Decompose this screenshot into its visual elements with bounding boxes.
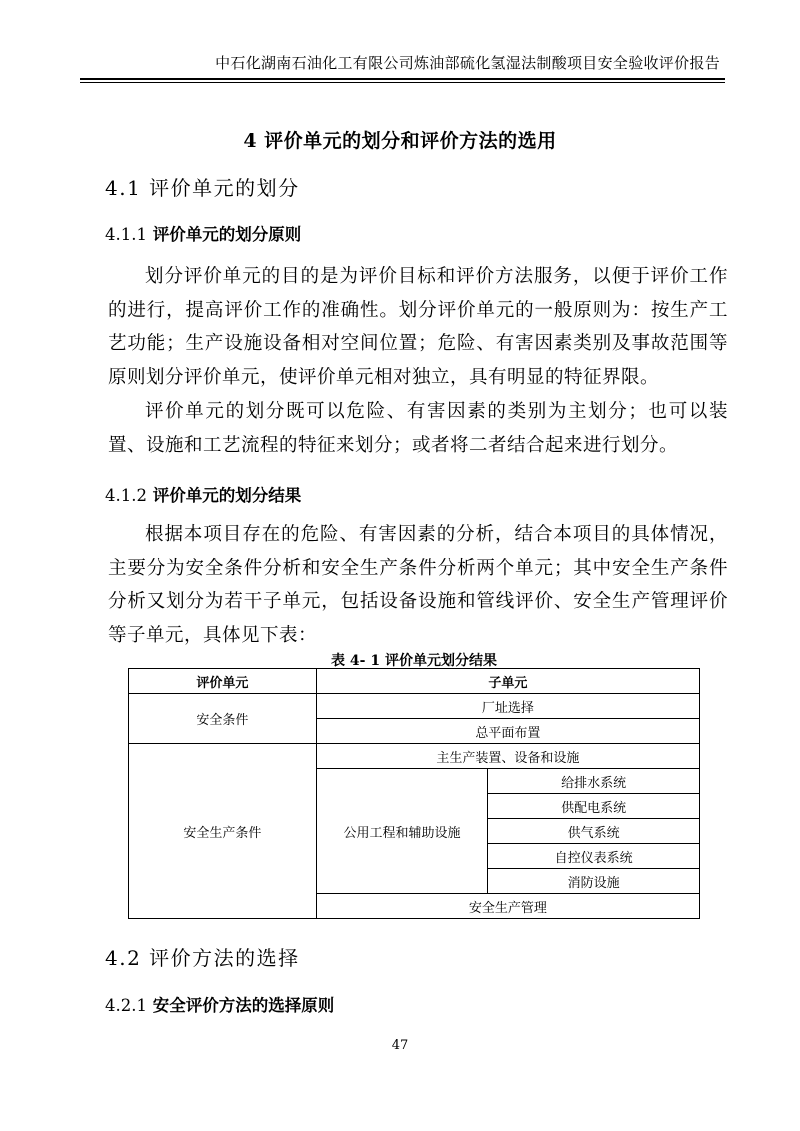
unit-cell-safety-conditions: 安全条件 bbox=[129, 694, 317, 744]
subunit-cell: 给排水系统 bbox=[488, 769, 700, 794]
evaluation-units-table bbox=[128, 668, 700, 919]
paragraph-principles-1: 划分评价单元的目的是为评价目标和评价方法服务，以便于评价工作的进行，提高评价工作的准确性。划分评价单元的一般原则为：按生产工艺功能；生产设施设备相对空间位置；危险、有害因素类别及事故范围等原则划分评价单元，使评价单元相对独立，具有明显的特征界限。 bbox=[108, 266, 728, 388]
subunit-cell: 安全生产管理 bbox=[316, 894, 699, 919]
table-caption: 表 4- 1 评价单元划分结果 bbox=[331, 653, 497, 669]
header-cell-unit: 评价单元 bbox=[129, 669, 317, 694]
header-rule-thick bbox=[80, 78, 725, 80]
running-header: 中石化湖南石油化工有限公司炼油部硫化氢湿法制酸项目安全验收评价报告 bbox=[215, 54, 720, 72]
subunit-cell: 消防设施 bbox=[488, 869, 700, 894]
subsection-heading-4-1-1 bbox=[105, 221, 301, 245]
subunit-cell: 总平面布置 bbox=[316, 719, 699, 744]
subsection-number: 4.1.1 bbox=[105, 225, 147, 244]
subsection-title: 安全评价方法的选择原则 bbox=[152, 996, 335, 1015]
subsection-title: 评价单元的划分原则 bbox=[152, 225, 302, 244]
section-heading-4-1: 4.1 评价单元的划分 bbox=[105, 176, 300, 200]
paragraph-results: 根据本项目存在的危险、有害因素的分析，结合本项目的具体情况，主要分为安全条件分析和安全生产条件分析两个单元；其中安全生产条件分析又划分为若干子单元，包括设备设施和管线评价、安全生产管理评价等子单元，具体见下表： bbox=[108, 524, 728, 646]
subsection-number: 4.1.2 bbox=[105, 486, 147, 505]
subsection-number: 4.2.1 bbox=[105, 996, 147, 1015]
section-heading-4-2: 4.2 评价方法的选择 bbox=[105, 946, 300, 970]
page-number: 47 bbox=[391, 1038, 409, 1053]
unit-cell-safety-production-conditions: 安全生产条件 bbox=[129, 744, 317, 919]
paragraph-principles-2: 评价单元的划分既可以危险、有害因素的类别为主划分；也可以装置、设施和工艺流程的特征来划分；或者将二者结合起来进行划分。 bbox=[108, 401, 728, 456]
chapter-title: 4 评价单元的划分和评价方法的选用 bbox=[243, 130, 557, 152]
subunit-cell: 供配电系统 bbox=[488, 794, 700, 819]
subunit-cell: 厂址选择 bbox=[316, 694, 699, 719]
header-rule-thin bbox=[80, 82, 725, 83]
table-header-row bbox=[129, 669, 700, 694]
table-row bbox=[129, 694, 700, 719]
subunit-cell: 自控仪表系统 bbox=[488, 844, 700, 869]
header-cell-subunit: 子单元 bbox=[316, 669, 699, 694]
subsection-heading-4-2-1 bbox=[105, 992, 334, 1016]
subsection-heading-4-1-2 bbox=[105, 482, 301, 506]
table-row bbox=[129, 744, 700, 769]
subunit-cell-utilities: 公用工程和辅助设施 bbox=[316, 769, 488, 894]
subsection-title: 评价单元的划分结果 bbox=[152, 486, 302, 505]
subunit-cell: 供气系统 bbox=[488, 819, 700, 844]
subunit-cell: 主生产装置、设备和设施 bbox=[316, 744, 699, 769]
